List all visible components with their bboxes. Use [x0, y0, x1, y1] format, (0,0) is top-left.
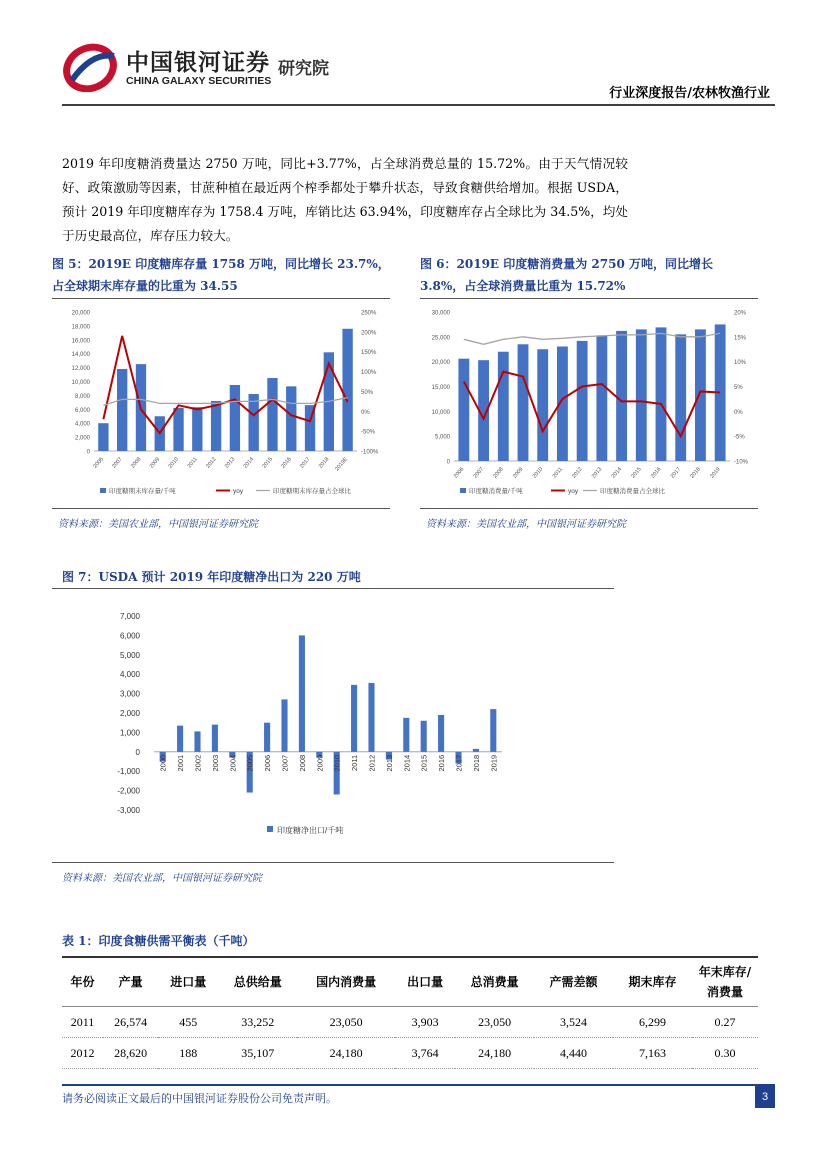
company-name-cn: 中国银河证券	[126, 50, 270, 76]
x-tick-label: 2015	[419, 754, 429, 772]
bar	[230, 385, 240, 451]
legend-bar-swatch	[460, 488, 466, 493]
x-tick-label: 2019	[489, 754, 499, 772]
y-right-tick-label: 20%	[734, 310, 747, 317]
y-right-tick-label: -50%	[361, 429, 376, 436]
x-tick-label: 2010	[531, 466, 545, 480]
bar	[518, 344, 529, 461]
figure-7-chart	[52, 600, 614, 845]
bar	[458, 359, 469, 461]
figure-6-title: 图 6：2019E 印度糖消费量为 2750 万吨，同比增长 3.8%，占全球消费量比重为 15.72%	[420, 257, 714, 293]
x-tick-label: 2018	[689, 466, 702, 480]
table-header-cell: 年末库存/消费量	[692, 957, 758, 1007]
x-tick-label: 2006	[263, 754, 273, 772]
table-cell: 7,163	[613, 1038, 692, 1069]
y-left-tick-label: 20,000	[431, 360, 450, 367]
figure-7-title: 图 7：USDA 预计 2019 年印度糖净出口为 220 万吨	[62, 570, 361, 584]
y-tick-label: 4,000	[119, 670, 140, 680]
table-cell: 3,524	[534, 1007, 613, 1038]
y-right-tick-label: 15%	[734, 335, 747, 342]
table-header-cell: 期末库存	[613, 957, 692, 1007]
figure-7-bottom-rule	[52, 862, 614, 863]
y-left-tick-label: 0	[446, 459, 450, 466]
table-cell: 4,440	[534, 1038, 613, 1069]
bar	[577, 341, 588, 461]
footer-disclaimer: 请务必阅读正文最后的中国银河证券股份公司免责声明。	[62, 1092, 337, 1105]
table-cell: 24,180	[297, 1038, 395, 1069]
x-tick-label: 2010	[332, 754, 342, 772]
x-tick-label: 2017	[299, 456, 312, 470]
x-tick-label: 2000	[158, 754, 168, 772]
x-tick-label: 2008	[492, 466, 505, 480]
legend-bar-swatch	[100, 488, 106, 493]
bar	[537, 349, 548, 461]
x-tick-label: 2009	[512, 466, 525, 480]
y-right-tick-label: 150%	[361, 350, 377, 357]
x-tick-label: 2018	[471, 754, 481, 772]
y-right-tick-label: -100%	[361, 449, 379, 456]
bar	[596, 335, 607, 461]
x-tick-label: 2014	[242, 456, 256, 470]
bar	[194, 731, 200, 751]
table-cell: 26,574	[103, 1007, 158, 1038]
legend-label: 印度糖消费量/千吨	[469, 488, 523, 495]
bar	[299, 635, 305, 751]
x-tick-label: 2016	[280, 456, 293, 470]
y-tick-label: 7,000	[119, 612, 140, 621]
table-cell: 35,107	[218, 1038, 297, 1069]
header-divider	[62, 104, 775, 106]
figure-6-caption	[420, 253, 760, 297]
x-tick-label: 2015	[261, 456, 274, 470]
x-tick-label: 2007	[280, 754, 290, 772]
figure-6-bottom-rule	[420, 508, 758, 509]
bar	[656, 327, 667, 461]
table-header-cell: 年份	[62, 957, 103, 1007]
y-right-tick-label: 100%	[361, 370, 377, 377]
bar	[498, 352, 509, 461]
legend-label: yoy	[568, 488, 579, 495]
table-cell: 6,299	[613, 1007, 692, 1038]
y-left-tick-label: 10,000	[431, 409, 450, 416]
table-cell: 455	[158, 1007, 218, 1038]
y-left-tick-label: 5,000	[434, 434, 450, 441]
bar	[490, 709, 496, 752]
bar	[177, 726, 183, 752]
table-header-cell: 出口量	[395, 957, 455, 1007]
bar	[351, 685, 357, 752]
x-tick-label: 2004	[228, 754, 238, 772]
x-tick-label: 2009	[315, 754, 325, 772]
bar	[249, 394, 259, 451]
y-right-tick-label: -5%	[734, 434, 745, 441]
bar	[403, 718, 409, 752]
y-left-tick-label: 18,000	[71, 324, 90, 331]
table-header-cell: 国内消费量	[297, 957, 395, 1007]
x-tick-label: 2002	[193, 754, 203, 772]
x-tick-label: 2008	[130, 456, 143, 470]
bar	[212, 725, 218, 752]
bar	[368, 683, 374, 752]
x-tick-label: 2013	[223, 456, 237, 470]
figure-5-source: 资料来源：美国农业部，中国银河证券研究院	[58, 519, 258, 530]
bar	[675, 334, 686, 461]
x-tick-label: 2012	[571, 466, 584, 480]
bar	[192, 407, 202, 451]
y-right-tick-label: 0%	[361, 409, 370, 416]
y-left-tick-label: 30,000	[431, 310, 450, 317]
y-left-tick-label: 12,000	[71, 366, 90, 373]
bar	[616, 331, 627, 461]
table-row	[62, 1007, 758, 1038]
galaxy-logo-icon	[62, 42, 122, 92]
company-name-en: CHINA GALAXY SECURITIES	[126, 75, 272, 87]
y-tick-label: 2,000	[119, 709, 140, 718]
x-tick-label: 2011	[551, 466, 564, 480]
figure-7-top-rule	[52, 588, 614, 589]
table-row	[62, 1038, 758, 1069]
y-tick-label: -1,000	[117, 767, 140, 777]
x-tick-label: 2012	[205, 456, 218, 470]
legend-label: 印度糖期末库存量/千吨	[109, 488, 176, 495]
x-tick-label: 2015	[630, 466, 643, 480]
x-tick-label: 2006	[452, 466, 466, 480]
table-header-cell: 总消费量	[455, 957, 534, 1007]
body-paragraph: 2019 年印度糖消费量达 2750 万吨，同比+3.77%，占全球消费总量的 15.72%。由于天气情况较好、政策激励等因素，甘蔗种植在最近两个榨季都处于攀升状态，导致食糖供给增加。根据 USDA，预计 2019 年印度糖库存为 1758.4 万吨，库销比达 63.94%，印度糖库存占全球比为 34.5%，均处于历史最高位，库存压力较大。	[62, 156, 628, 243]
table-cell: 3,903	[395, 1007, 455, 1038]
bar	[473, 749, 479, 752]
x-tick-label: 2003	[210, 754, 220, 772]
x-tick-label: 2008	[297, 754, 307, 772]
x-tick-label: 2018	[317, 456, 331, 470]
figure-7-source: 资料来源：美国农业部，中国银河证券研究院	[62, 873, 262, 884]
y-tick-label: -2,000	[117, 786, 140, 796]
x-tick-label: 2014	[610, 466, 624, 480]
table-cell: 23,050	[297, 1007, 395, 1038]
x-tick-label: 2007	[111, 456, 124, 470]
legend-bar-swatch	[267, 826, 273, 832]
y-right-tick-label: -10%	[734, 459, 749, 466]
bar	[281, 699, 287, 751]
x-tick-label: 2017	[454, 754, 464, 772]
y-right-tick-label: 0%	[734, 409, 743, 416]
table-header-cell: 产需差额	[534, 957, 613, 1007]
bar	[695, 329, 706, 461]
y-tick-label: 5,000	[119, 650, 140, 660]
page-number: 3	[755, 1086, 775, 1108]
figure-5-top-rule	[52, 298, 390, 299]
x-tick-label: 2016	[650, 466, 663, 480]
table-header-cell: 产量	[103, 957, 158, 1007]
company-logo	[62, 42, 392, 92]
table-cell: 0.27	[692, 1007, 758, 1038]
y-left-tick-label: 0	[86, 449, 90, 456]
y-right-tick-label: 200%	[361, 330, 377, 337]
y-left-tick-label: 4,000	[74, 421, 90, 428]
y-right-tick-label: 5%	[734, 385, 743, 391]
supply-demand-table	[62, 956, 758, 1069]
table-1-title: 表 1：印度食糖供需平衡表（千吨）	[62, 934, 255, 948]
figure-6-source: 资料来源：美国农业部，中国银河证券研究院	[426, 519, 626, 530]
x-tick-label: 2011	[186, 456, 199, 470]
table-cell: 33,252	[218, 1007, 297, 1038]
table-cell: 28,620	[103, 1038, 158, 1069]
y-left-tick-label: 20,000	[71, 310, 90, 317]
y-tick-label: 0	[135, 747, 140, 757]
bar	[421, 721, 427, 752]
legend-label: yoy	[233, 488, 244, 495]
x-tick-label: 2011	[350, 754, 360, 771]
bar	[267, 378, 277, 451]
y-left-tick-label: 16,000	[71, 338, 90, 345]
bar	[98, 423, 108, 451]
report-type: 行业深度报告/农林牧渔行业	[609, 86, 770, 101]
table-cell: 2011	[62, 1007, 103, 1038]
y-left-tick-label: 8,000	[74, 393, 90, 400]
legend-label: 印度糖期末库存量占全球比	[273, 488, 351, 495]
footer-divider	[62, 1084, 775, 1086]
table-header-cell: 总供给量	[218, 957, 297, 1007]
table-cell: 188	[158, 1038, 218, 1069]
table-cell: 23,050	[455, 1007, 534, 1038]
legend-label: 印度糖净出口/千吨	[277, 826, 344, 835]
bar	[286, 386, 296, 451]
y-tick-label: 3,000	[119, 689, 140, 699]
x-tick-label: 2001	[176, 754, 186, 772]
table-cell: 24,180	[455, 1038, 534, 1069]
x-tick-label: 2014	[402, 754, 412, 772]
x-tick-label: 2013	[590, 466, 604, 480]
y-left-tick-label: 25,000	[431, 335, 450, 342]
figure-5-chart	[52, 302, 390, 502]
bar	[438, 715, 444, 752]
table-cell: 0.30	[692, 1038, 758, 1069]
figure-5-title: 图 5：2019E 印度糖库存量 1758 万吨，同比增长 23.7%，占全球期末库存量的比重为 34.55	[52, 257, 390, 293]
x-tick-label: 2006	[92, 456, 105, 470]
bar	[636, 329, 647, 461]
y-right-tick-label: 50%	[361, 389, 374, 396]
table-header-cell: 进口量	[158, 957, 218, 1007]
institute-name: 研究院	[278, 59, 329, 79]
bar	[173, 408, 183, 451]
x-tick-label: 2019E	[334, 456, 350, 473]
y-right-tick-label: 250%	[361, 310, 377, 317]
x-tick-label: 2009	[148, 456, 162, 470]
y-right-tick-label: 10%	[734, 360, 747, 367]
x-tick-label: 2017	[669, 466, 683, 480]
x-tick-label: 2010	[167, 456, 181, 470]
x-tick-label: 2016	[437, 754, 447, 772]
x-tick-label: 2019	[709, 466, 722, 480]
table-header-row	[62, 957, 758, 1007]
y-tick-label: 1,000	[119, 728, 140, 738]
table-cell: 3,764	[395, 1038, 455, 1069]
y-left-tick-label: 15,000	[431, 385, 450, 391]
bar	[342, 329, 352, 451]
x-tick-label: 2012	[367, 754, 377, 772]
x-tick-label: 2013	[384, 754, 394, 772]
y-tick-label: 6,000	[119, 631, 140, 641]
y-left-tick-label: 6,000	[74, 407, 90, 414]
figure-6-chart	[420, 302, 758, 502]
bar	[211, 401, 221, 451]
legend-label: 印度糖消费量占全球比	[600, 488, 665, 495]
y-tick-label: -3,000	[117, 806, 140, 815]
table-cell: 2012	[62, 1038, 103, 1069]
bar	[117, 369, 127, 451]
x-tick-label: 2007	[472, 466, 486, 480]
y-left-tick-label: 10,000	[71, 380, 90, 386]
y-left-tick-label: 14,000	[71, 352, 90, 359]
figure-5-bottom-rule	[52, 508, 390, 509]
bar	[264, 723, 270, 752]
figure-5-caption	[52, 253, 392, 297]
y-left-tick-label: 2,000	[74, 435, 90, 442]
x-tick-label: 2005	[245, 754, 255, 772]
figure-6-top-rule	[420, 298, 758, 299]
